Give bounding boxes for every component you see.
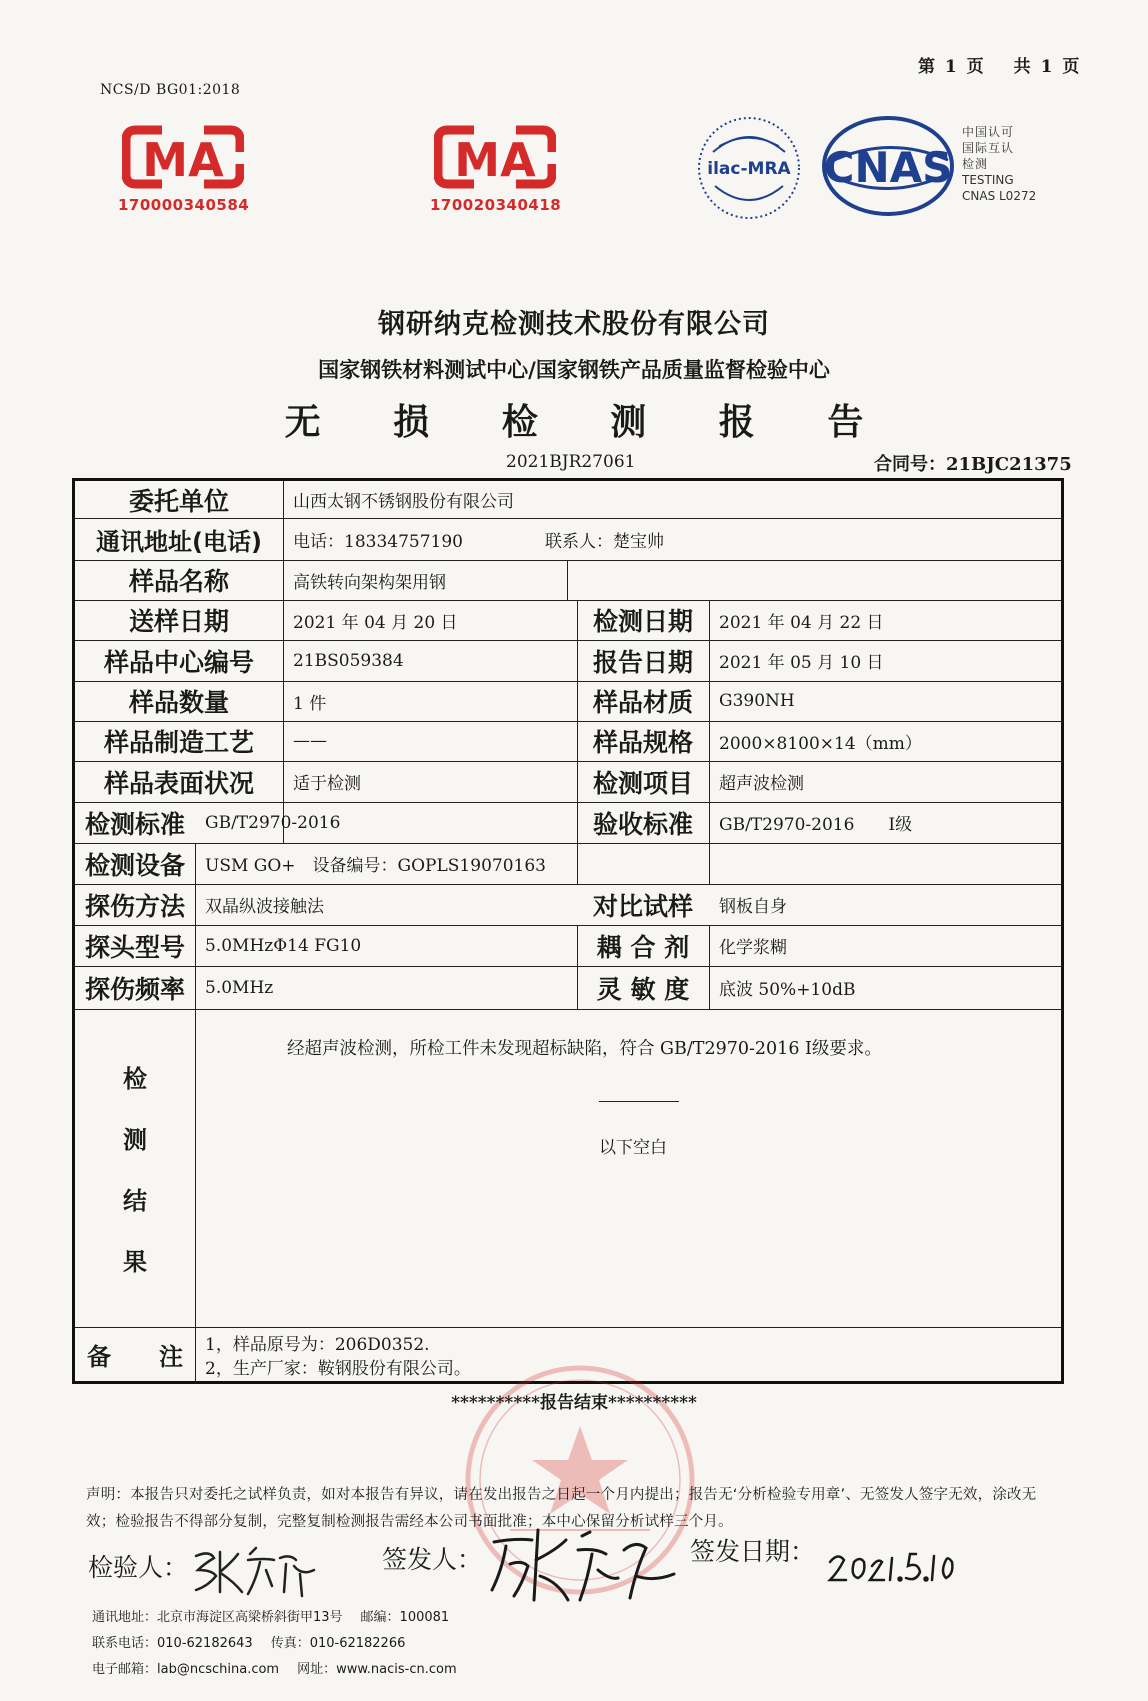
company-name: 钢研纳克检测技术股份有限公司 xyxy=(378,309,770,340)
equipment-value: USM GO+ 设备编号：GOPLS19070163 xyxy=(205,856,546,876)
phone-value: 电话：18334757190 xyxy=(293,531,463,552)
surface-value: 适于检测 xyxy=(293,774,361,794)
standard-value: GB/T2970-2016 xyxy=(205,812,341,833)
test-date-value: 2021 年 04 月 22 日 xyxy=(719,612,884,633)
send-date-label: 送样日期 xyxy=(128,607,229,636)
footer-phone: 联系电话：010-62182643 xyxy=(92,1636,253,1651)
report-number: 2021BJR27061 xyxy=(506,452,636,472)
cnas-line: 中国认可 xyxy=(962,125,1015,139)
probe-label: 探头型号 xyxy=(84,932,185,962)
acceptance-label: 验收标准 xyxy=(592,809,693,839)
footer-web-line xyxy=(92,1658,475,1677)
cma-number-right: 170020340418 xyxy=(430,196,562,214)
inspector-signature xyxy=(190,1540,320,1600)
form-code: NCS/D BG01:2018 xyxy=(100,82,241,98)
svg-text:ilac-MRA: ilac-MRA xyxy=(707,159,791,179)
cnas-logo xyxy=(820,114,960,218)
remarks-label: 备 注 xyxy=(87,1342,183,1371)
statement: 声明：本报告只对委托之试样负责，如对本报告有异议，请在发出报告之日起一个月内提出；报告无‘分析检验专用章’、无签发人签字无效，涂改无效；检验报告不得部分复制，完整复制检测报告需经本公司书面批准；本中心保留分析试样三个月。 xyxy=(86,1487,1037,1530)
report-date-value: 2021 年 05 月 10 日 xyxy=(719,653,884,673)
report-date-label: 报告日期 xyxy=(592,647,693,677)
material-label: 样品材质 xyxy=(592,688,693,717)
cnas-line: CNAS L0272 xyxy=(962,189,1037,203)
cma-number-left: 170000340584 xyxy=(118,196,250,214)
footer-postcode: 邮编：100081 xyxy=(360,1610,450,1625)
result-label-char: 测 xyxy=(123,1126,147,1154)
equipment-label: 检测设备 xyxy=(84,850,185,880)
sample-name-label: 样品名称 xyxy=(128,567,229,596)
item-label: 检测项目 xyxy=(592,768,693,798)
sample-name-value: 高铁转向架构架用钢 xyxy=(293,572,446,593)
issue-date-label: 签发日期： xyxy=(690,1537,816,1566)
quantity-label: 样品数量 xyxy=(128,688,229,717)
svg-text:MA: MA xyxy=(142,133,224,187)
result-label-char: 结 xyxy=(123,1187,147,1215)
footer-email: 电子邮箱：lab@ncschina.com xyxy=(92,1662,280,1677)
sensitivity-value: 底波 50%+10dB xyxy=(719,980,856,1000)
ilac-mra-logo xyxy=(693,112,805,224)
result-label-char: 果 xyxy=(123,1248,147,1276)
standard-label: 检测标准 xyxy=(84,809,185,839)
cma-logo-left xyxy=(118,124,248,214)
couplant-value: 化学浆糊 xyxy=(719,938,787,958)
svg-text:CNAS: CNAS xyxy=(823,143,953,192)
reference-value: 钢板自身 xyxy=(719,897,787,917)
cnas-line: TESTING xyxy=(962,173,1014,187)
sensitivity-label: 灵 敏 度 xyxy=(596,974,690,1004)
page-number xyxy=(918,52,1079,77)
client-label: 委托单位 xyxy=(128,486,229,516)
couplant-label: 耦 合 剂 xyxy=(596,932,690,962)
material-value: G390NH xyxy=(719,691,795,711)
center-name: 国家钢铁材料测试中心/国家钢铁产品质量监督检验中心 xyxy=(318,357,830,382)
sample-id-label: 样品中心编号 xyxy=(103,647,254,677)
result-label xyxy=(75,1009,195,1327)
method-value: 双晶纵波接触法 xyxy=(205,897,324,917)
test-date-label: 检测日期 xyxy=(592,607,693,636)
spec-value: 2000×8100×14（mm） xyxy=(719,733,922,754)
process-value: —— xyxy=(293,731,327,751)
address-label: 通讯地址(电话) xyxy=(96,527,262,556)
remark-2: 2，生产厂家：鞍钢股份有限公司。 xyxy=(205,1358,471,1379)
footer-fax: 传真：010-62182266 xyxy=(270,1636,406,1651)
result-label-char: 检 xyxy=(123,1065,147,1093)
remark-1: 1，样品原号为：206D0352. xyxy=(205,1334,430,1355)
page-current: 第 1 页 xyxy=(918,57,984,77)
issuer-signature xyxy=(486,1520,686,1608)
acceptance-value: GB/T2970-2016 Ⅰ级 xyxy=(719,815,913,835)
client-value: 山西太钢不锈钢股份有限公司 xyxy=(293,492,514,512)
report-table xyxy=(72,478,1064,1384)
issue-date-signature xyxy=(824,1532,964,1592)
item-value: 超声波检测 xyxy=(719,774,804,794)
result-text: 经超声波检测，所检工件未发现超标缺陷，符合 GB/T2970-2016 Ⅰ级要求。 xyxy=(287,1039,882,1059)
footer-phone-line xyxy=(92,1632,423,1651)
cma-icon xyxy=(122,124,244,190)
cnas-line: 检测 xyxy=(962,157,989,171)
send-date-value: 2021 年 04 月 20 日 xyxy=(293,612,458,633)
footer-address-line xyxy=(92,1606,467,1625)
report-end-mark: **********报告结束********** xyxy=(451,1393,697,1413)
footer-website: 网址：www.nacis-cn.com xyxy=(297,1662,457,1677)
method-label: 探伤方法 xyxy=(84,891,185,921)
process-label: 样品制造工艺 xyxy=(103,728,254,757)
footer-address: 通讯地址：北京市海淀区高梁桥斜街甲13号 xyxy=(92,1610,343,1625)
reference-label: 对比试样 xyxy=(592,891,693,921)
svg-text:MA: MA xyxy=(454,133,536,187)
cnas-line: 国际互认 xyxy=(962,141,1015,155)
contact-value: 联系人：楚宝帅 xyxy=(545,531,664,552)
blank-divider xyxy=(599,1101,679,1102)
sample-id-value: 21BS059384 xyxy=(293,650,404,671)
spec-label: 样品规格 xyxy=(592,728,693,757)
contract-number: 合同号：21BJC21375 xyxy=(874,454,1072,475)
probe-value: 5.0MHzΦ14 FG10 xyxy=(205,935,362,956)
cma-icon xyxy=(434,124,556,190)
surface-label: 样品表面状况 xyxy=(103,768,254,798)
blank-text: 以下空白 xyxy=(599,1138,667,1158)
cnas-side-text xyxy=(962,124,1036,204)
quantity-value: 1 件 xyxy=(293,693,327,714)
issuer-label: 签发人： xyxy=(382,1545,483,1574)
frequency-label: 探伤频率 xyxy=(84,974,185,1004)
report-title: 无 损 检 测 报 告 xyxy=(284,401,894,443)
frequency-value: 5.0MHz xyxy=(205,977,274,998)
cma-logo-right xyxy=(430,124,560,214)
page-total: 共 1 页 xyxy=(1013,57,1080,77)
inspector-label: 检验人： xyxy=(88,1553,189,1582)
